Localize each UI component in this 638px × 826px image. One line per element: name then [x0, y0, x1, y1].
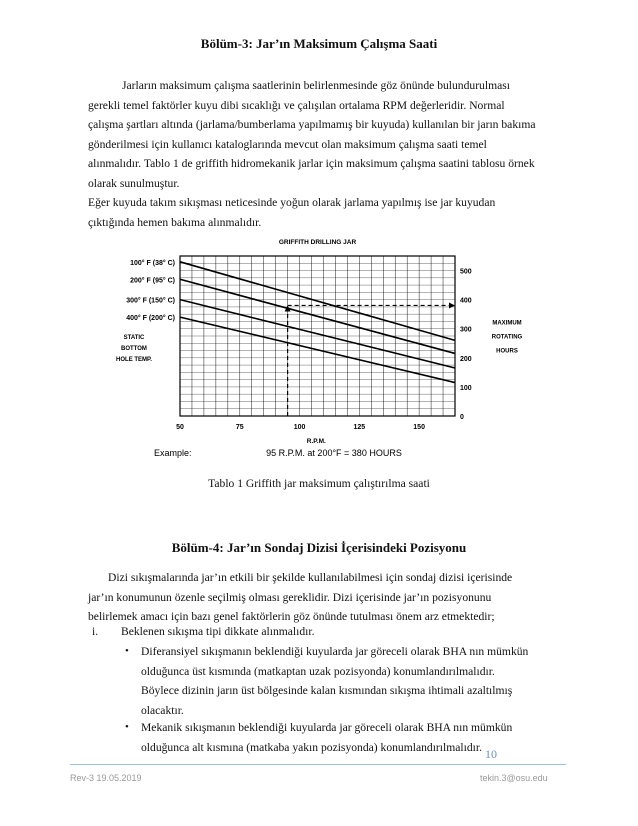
para-line: olarak sunulmuştur.: [88, 176, 180, 190]
y-axis-label: MAXIMUM: [492, 320, 522, 327]
series-label: 100° F (38° C): [130, 259, 175, 267]
y-tick-label: 300: [460, 326, 472, 334]
y-tick-label: 0: [460, 414, 464, 421]
bullet-line: olduğunca alt kısmına (matkaba yakın pozisyonda) konumlandırılmalıdır.: [141, 740, 482, 754]
x-tick-label: 100: [293, 424, 306, 431]
para-line: alınmalıdır. Tablo 1 de griffith hidromekanik jarlar için maksimum çalışma saatini tablosu örnek: [88, 157, 535, 170]
x-tick-label: 50: [176, 424, 184, 431]
section3-title: Bölüm-3: Jar’ın Maksimum Çalışma Saati: [200, 36, 438, 51]
y-tick-label: 200: [460, 355, 472, 363]
para-line: gerekli temel faktörler kuyu dibi sıcaklığı ve çalışılan ortalama RPM değerleridir. Normal: [88, 98, 505, 112]
y-axis-label: HOURS: [496, 348, 518, 355]
bullet-item-1: [141, 642, 563, 720]
bullet-item-2: [141, 718, 563, 757]
static-label: HOLE TEMP.: [116, 357, 152, 364]
bullet-line: olacaktır.: [141, 703, 184, 717]
example-arrow-right: [449, 302, 455, 308]
list-marker: i.: [92, 625, 99, 638]
footer-revision: Rev-3 19.05.2019: [70, 773, 142, 783]
para-line: jar’ın konumunun özenle seçilmiş olması gereklidir. Dizi içerisinde jar’ın pozisyonunu: [88, 590, 492, 604]
example-label: Example:: [154, 448, 192, 458]
series-line: [180, 317, 455, 382]
figure-caption: Tablo 1 Griffith jar maksimum çalıştırılma saati: [208, 477, 430, 490]
para-line: Jarların maksimum çalışma saatlerinin belirlenmesinde göz önünde bulundurulması: [122, 79, 510, 92]
y-tick-label: 100: [460, 384, 472, 392]
section3-paragraph: [88, 76, 564, 232]
static-label: STATIC: [123, 335, 145, 342]
para-line: çalışma şartları altında (jarlama/bumberlama yapılmamış bir kuyuda) kullanılan bir jarın bakıma: [88, 118, 536, 131]
footer-email: tekin.3@osu.edu: [480, 773, 548, 783]
x-tick-label: 150: [413, 424, 425, 431]
list-item-text: Beklenen sıkışma tipi dikkate alınmalıdır.: [121, 625, 315, 638]
para-line: gönderilmesi için kullanıcı kataloglarında mevcut olan maksimum çalışma saati temel: [88, 137, 487, 151]
section4-title: Bölüm-4: Jar’ın Sondaj Dizisi İçerisindeki Pozisyonu: [171, 540, 467, 555]
series-label: 200° F (95° C): [130, 277, 175, 285]
para-line: belirlemek amacı için bazı genel faktörlerin göz önünde tutulması önem arz etmektedir;: [88, 610, 495, 623]
series-label: 300° F (150° C): [126, 297, 175, 305]
chart-title: GRIFFITH DRILLING JAR: [278, 239, 357, 246]
y-axis-label: ROTATING: [491, 334, 523, 341]
example-text: 95 R.P.M. at 200°F = 380 HOURS: [266, 448, 402, 458]
para-line: Dizi sıkışmalarında jar’ın etkili bir şekilde kullanılabilmesi için sondaj dizisi içerisinde: [108, 571, 513, 584]
x-tick-label: 125: [353, 424, 366, 431]
x-tick-label: 75: [235, 424, 244, 431]
static-label: BOTTOM: [121, 346, 147, 353]
bullet-line: olduğunca üst kısmında (matkaptan uzak pozisyonda) konumlandırılmalıdır.: [141, 664, 495, 678]
footer-divider: [70, 764, 566, 765]
x-axis-label: R.P.M.: [306, 438, 326, 445]
bullet-icon: •: [125, 645, 129, 657]
bullet-line: Mekanik sıkışmanın beklendiği kuyularda jar göreceli olarak BHA nın mümkün: [141, 721, 513, 734]
para-line: Eğer kuyuda takım sıkışması neticesinde yoğun olarak jarlama yapılmış ise jar kuyudan: [88, 196, 496, 209]
bullet-line: Böylece dizinin jarın üst bölgesinde kalan kısmından sıkışma ihtimali azaltılmış: [141, 684, 513, 697]
y-tick-label: 400: [460, 297, 472, 305]
bullet-line: Diferansiyel sıkışmanın beklendiği kuyularda jar göreceli olarak BHA nın mümkün: [141, 645, 529, 658]
page-number: 10: [485, 747, 497, 761]
para-line: çıktığında hemen bakıma alınmalıdır.: [88, 215, 262, 229]
griffith-jar-chart: [100, 228, 540, 468]
series-line: [180, 279, 455, 353]
series-label: 400° F (200° C): [126, 315, 175, 323]
y-tick-label: 500: [460, 268, 472, 276]
bullet-icon: •: [125, 721, 129, 733]
section4-paragraph: [88, 568, 564, 627]
